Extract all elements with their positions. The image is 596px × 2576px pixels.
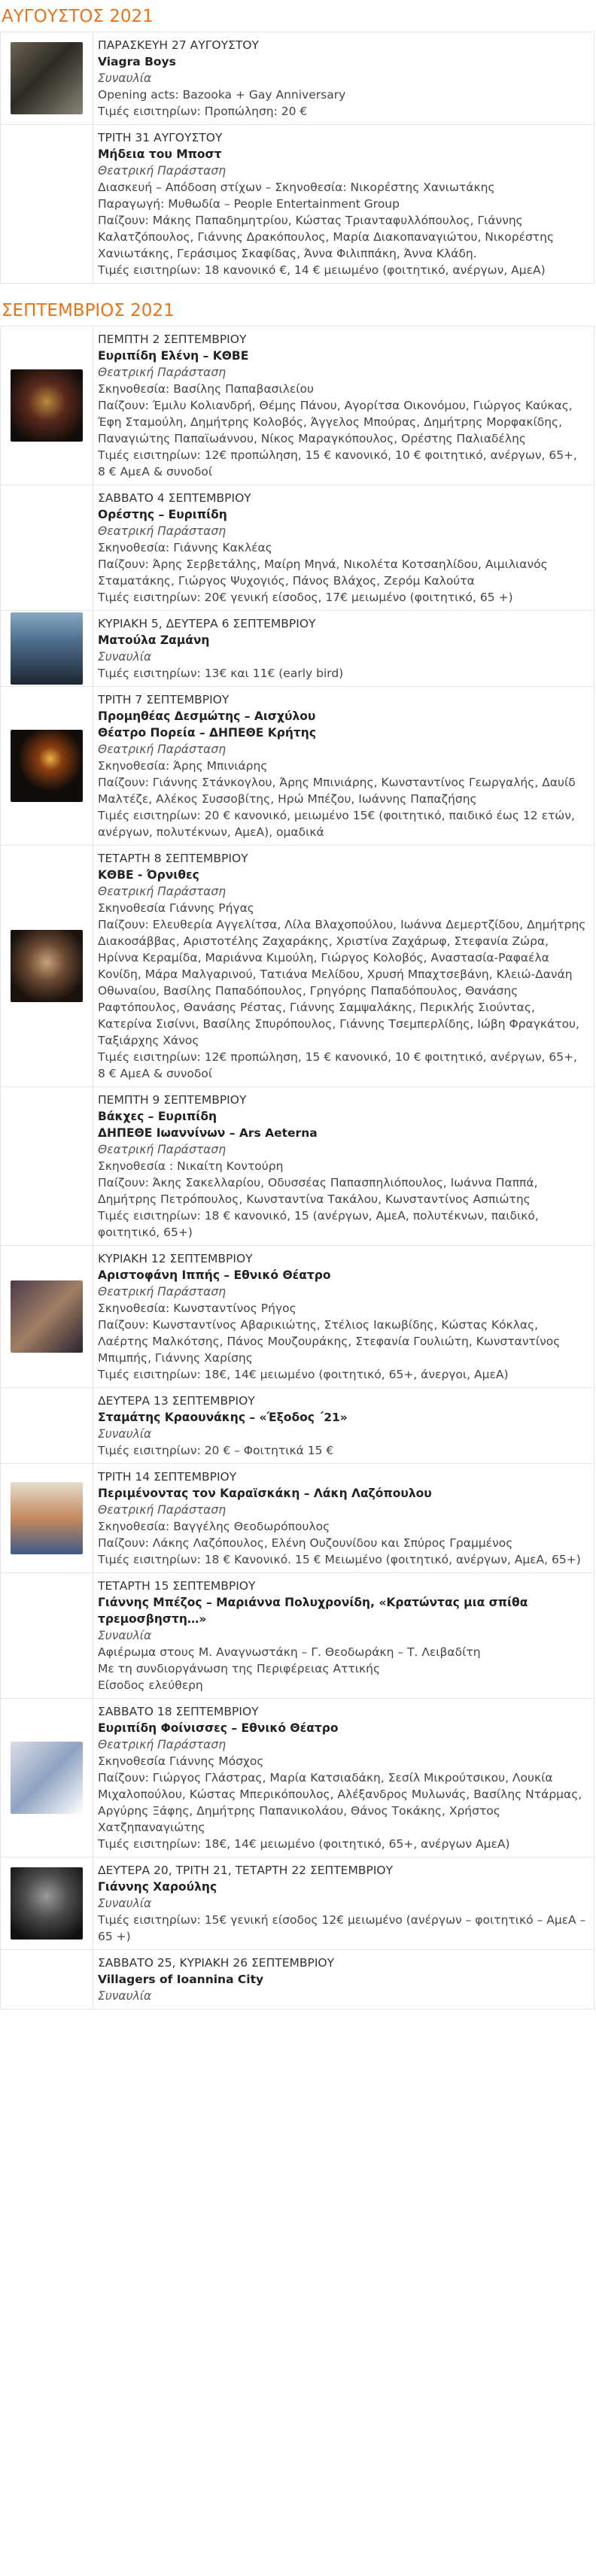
event-date: ΣΑΒΒΑΤΟ 25, ΚΥΡΙΑΚΗ 26 ΣΕΠΤΕΜΒΡΙΟΥ (98, 1956, 335, 1970)
event-thumbnail-cell (1, 1699, 93, 1857)
event-title[interactable]: Προμηθέας Δεσμώτης – Αισχύλου (98, 709, 316, 723)
event-detail-line: Τιμές εισιτηρίων: 18 € κανονικό, 15 (ανέργων, ΑμεΑ, πολυτέκνων, παιδικό, φοιτητικό, 65+) (98, 1209, 539, 1239)
event-title[interactable]: Σταμάτης Κραουνάκης – «Έξοδος ΄21» (98, 1411, 348, 1424)
event-info (93, 1388, 594, 1463)
event-detail-line: Παίζουν: Μάκης Παπαδημητρίου, Κώστας Τριανταφυλλόπουλος, Γιάννης Καλατζόπουλος, Γιάννης Δρακόπουλος, Μαρία Διακοπαναγιώτου, Νικορέστης Χανιωτάκης, Γεράσιμος Σκαφίδας, Άννα Φιλιππάκη, Άννα Κλάδη. (98, 214, 555, 260)
event-row (0, 485, 594, 611)
event-thumbnail[interactable] (11, 1867, 83, 1940)
event-thumbnail-cell (1, 611, 93, 686)
event-list (0, 32, 594, 284)
event-info (93, 32, 594, 124)
event-title[interactable]: Θέατρο Πορεία – ΔΗΠΕΘΕ Κρήτης (98, 726, 317, 740)
event-detail-line: Παίζουν: Λάκης Λαζόπουλος, Ελένη Ουζουνίδου και Σπύρος Γραμμένος (98, 1536, 513, 1550)
event-detail-line: Τιμές εισιτηρίων: Προπώληση: 20 € (98, 105, 308, 118)
event-detail-line: Opening acts: Bazooka + Gay Anniversary (98, 88, 346, 102)
event-date: ΚΥΡΙΑΚΗ 12 ΣΕΠΤΕΜΒΡΙΟΥ (98, 1252, 253, 1265)
event-title[interactable]: Ορέστης – Ευριπίδη (98, 508, 227, 521)
event-date: ΔΕΥΤΕΡΑ 13 ΣΕΠΤΕΜΒΡΙΟΥ (98, 1394, 255, 1408)
event-detail-line: Παίζουν: Κωνσταντίνος Αβαρικιώτης, Στέλιος Ιακωβίδης, Κώστας Κόκλας, Λαέρτης Μαλκότσης, Πάνος Μουζουράκης, Στεφανία Γουλιώτη, Κωνσταντίνος Μπιμπής, Γιάννης Χαρίσης (98, 1318, 561, 1365)
event-detail-line: Αφιέρωμα στους Μ. Αναγνωστάκη – Γ. Θεοδωράκη – Τ. Λειβαδίτη (98, 1645, 481, 1659)
event-row (0, 1699, 594, 1858)
event-row (0, 1858, 594, 1950)
event-category: Συναυλία (98, 1427, 152, 1441)
event-title[interactable]: Μήδεια του Μποστ (98, 147, 222, 161)
event-detail-line: Είσοδος ελεύθερη (98, 1678, 203, 1692)
event-title[interactable]: Viagra Boys (98, 55, 176, 68)
event-date: ΣΑΒΒΑΤΟ 4 ΣΕΠΤΕΜΒΡΙΟΥ (98, 491, 251, 505)
event-thumbnail-cell (1, 1858, 93, 1949)
event-date: ΤΡΙΤΗ 14 ΣΕΠΤΕΜΒΡΙΟΥ (98, 1470, 237, 1484)
event-row (0, 611, 594, 687)
event-list (0, 326, 594, 2009)
event-category: Θεατρική Παράσταση (98, 164, 227, 178)
event-detail-line: Παίζουν: Άκης Σακελλαρίου, Οδυσσέας Παπασπηλιόπουλος, Ιωάννα Παππά, Δημήτρης Πετρόπουλος, Κωνσταντίνα Τακάλου, Κωνσταντίνος Ασπιώτης (98, 1176, 538, 1206)
event-category: Θεατρική Παράσταση (98, 1503, 227, 1517)
event-info (93, 125, 594, 283)
event-detail-line: Παίζουν: Γιάννης Στάνκογλου, Άρης Μπινιάρης, Κωνσταντίνος Γεωργαλής, Δαυίδ Μαλτέζε, Αλέκος Συσσοβίτης, Ηρώ Μπέζου, Ιωάννης Παπαζήσης (98, 776, 576, 806)
event-detail-line: Τιμές εισιτηρίων: 20 € – Φοιτητικά 15 € (98, 1444, 334, 1457)
event-title[interactable]: Ευριπίδη Ελένη – ΚΘΒΕ (98, 349, 249, 363)
event-thumbnail[interactable] (11, 42, 83, 114)
event-detail-line: Σκηνοθεσία Γιάννης Ρήγας (98, 901, 254, 915)
event-category: Συναυλία (98, 71, 152, 85)
event-category: Θεατρική Παράσταση (98, 1143, 227, 1156)
event-title[interactable]: Ματούλα Ζαμάνη (98, 633, 210, 647)
event-detail-line: Παίζουν: Ελευθερία Αγγελίτσα, Λίλα Βλαχοπούλου, Ιωάννα Δεμερτζίδου, Δημήτρης Διακοσάββας, Αριστοτέλης Ζαχαράκης, Χριστίνα Ζαχάρωφ, Στεφανία Ζώρα, Ηρίννα Κεραμίδα, Μαριάννα Κιμούλη, Γιώργος Κολοβός, Αναστασία-Ραφαέλα Κονίδη, Μάρα Μαλγαρινού, Τατιάνα Μελίδου, Χρυσή Μπαχτσεβάνη, Κλειώ-Δανάη Οθωναίου, Βασίλης Παπαδόπουλος, Γρηγόρης Παπαδόπουλος, Θανάσης Ραφτόπουλος, Θανάσης Ρέστας, Γιάννης Σαμψαλάκης, Περικλής Σιούντας, Κατερίνα Σισίννι, Βασίλης Σπυρόπουλος, Γιάννης Τσεμπερλίδης, Ιώβη Φραγκάτου, Ταξιάρχης Χάνος (98, 918, 586, 1047)
event-info (93, 327, 594, 485)
event-info (93, 687, 594, 845)
event-info (93, 611, 594, 686)
event-category: Θεατρική Παράσταση (98, 1285, 227, 1299)
event-date: ΠΕΜΠΤΗ 2 ΣΕΠΤΕΜΒΡΙΟΥ (98, 333, 247, 346)
event-detail-line: Σκηνοθεσία: Βασίλης Παπαβασιλείου (98, 382, 314, 396)
event-category: Συναυλία (98, 650, 152, 664)
event-info (93, 1087, 594, 1245)
event-thumbnail-cell (1, 1464, 93, 1572)
event-title[interactable]: ΚΘΒΕ - Όρνιθες (98, 868, 199, 882)
event-info (93, 1246, 594, 1387)
event-category: Συναυλία (98, 1897, 152, 1910)
event-info (93, 1464, 594, 1572)
event-thumbnail[interactable] (11, 1742, 83, 1814)
event-row (0, 1087, 594, 1246)
event-detail-line: Τιμές εισιτηρίων: 12€ προπώληση, 15 € κανονικό, 10 € φοιτητικό, ανέργων, 65+, 8 € ΑμεΑ & συνοδοί (98, 448, 577, 478)
event-thumbnail[interactable] (11, 612, 83, 685)
event-category: Θεατρική Παράσταση (98, 524, 227, 538)
event-row (0, 125, 594, 284)
section-spacer (0, 284, 596, 294)
event-info (93, 1699, 594, 1857)
month-heading: ΑΥΓΟΥΣΤΟΣ 2021 (2, 7, 154, 26)
event-info (93, 1858, 594, 1949)
event-info (93, 1573, 594, 1698)
event-date: ΚΥΡΙΑΚΗ 5, ΔΕΥΤΕΡΑ 6 ΣΕΠΤΕΜΒΡΙΟΥ (98, 617, 316, 630)
event-row (0, 1573, 594, 1699)
event-thumbnail-cell (1, 687, 93, 845)
event-detail-line: Τιμές εισιτηρίων: 18€, 14€ μειωμένο (φοιτητικό, 65+, άνεργοι, ΑμεΑ) (98, 1368, 509, 1381)
event-row (0, 846, 594, 1087)
event-detail-line: Τιμές εισιτηρίων: 13€ και 11€ (early bird) (98, 667, 344, 680)
event-info (93, 485, 594, 610)
event-row (0, 32, 594, 125)
event-detail-line: Παίζουν: Γιώργος Γλάστρας, Μαρία Κατσιαδάκη, Σεσίλ Μικρούτσικου, Λουκία Μιχαλοπούλου, Κώστας Μπερικόπουλος, Αλέξανδρος Μυλωνάς, Βασίλης Ντάρμας, Αργύρης Ξάφης, Δημήτρης Παπανικολάου, Θάνος Τοκάκης, Χρήστος Χατζηπαναγιώτης (98, 1771, 582, 1834)
event-thumbnail[interactable] (11, 930, 83, 1002)
event-detail-line: Παίζουν: Άρης Σερβετάλης, Μαίρη Μηνά, Νικολέτα Κοτσαηλίδου, Αιμιλιανός Σταματάκης, Γιώργος Ψυχογιός, Πάνος Βλάχος, Ζερόμ Καλούτα (98, 557, 548, 588)
event-title[interactable]: Ευριπίδη Φοίνισσες – Εθνικό Θέατρο (98, 1721, 339, 1735)
event-category: Θεατρική Παράσταση (98, 885, 227, 898)
event-thumbnail-cell (1, 125, 93, 283)
event-title[interactable]: Villagers of Ioannina City (98, 1973, 264, 1986)
event-detail-line: Τιμές εισιτηρίων: 18 € Κανονικό. 15 € Μειωμένο (φοιτητικό, ανέργων, ΑμεΑ, 65+) (98, 1553, 581, 1566)
event-detail-line: Διασκευή – Απόδοση στίχων – Σκηνοθεσία: Νικορέστης Χανιωτάκης (98, 181, 495, 194)
event-detail-line: Τιμές εισιτηρίων: 15€ γενική είσοδος 12€ μειωμένο (ανέργων – φοιτητικό – ΑμεΑ – 65 +) (98, 1913, 586, 1943)
event-category: Θεατρική Παράσταση (98, 366, 227, 379)
event-thumbnail-cell (1, 32, 93, 124)
event-detail-line: Τιμές εισιτηρίων: 20€ γενική είσοδος, 17€ μειωμένο (φοιτητικό, 65 +) (98, 591, 513, 604)
event-detail-line: Σκηνοθεσία: Βαγγέλης Θεοδωρόπουλος (98, 1520, 330, 1533)
event-detail-line: Παραγωγή: Μυθωδία – People Entertainment Group (98, 197, 400, 211)
event-detail-line: Παίζουν: Έμιλυ Κολιανδρή, Θέμης Πάνου, Αγορίτσα Οικονόμου, Γιώργος Καύκας, Έφη Σταμούλη, Δημήτρης Κολοβός, Άγγελος Μπούρας, Δημήτρης Μορφακίδης, Παναγιώτης Παπαϊωάννου, Νίκος Μαραγκόπουλος, Ορέστης Παλιαδέλης (98, 399, 573, 445)
event-title[interactable]: ΔΗΠΕΘΕ Ιωαννίνων – Ars Aeterna (98, 1126, 318, 1140)
event-category: Συναυλία (98, 1989, 152, 2003)
month-heading: ΣΕΠΤΕΜΒΡΙΟΣ 2021 (2, 301, 175, 320)
event-thumbnail-cell (1, 1246, 93, 1387)
event-detail-line: Σκηνοθεσία: Κωνσταντίνος Ρήγος (98, 1302, 296, 1315)
event-category: Θεατρική Παράσταση (98, 1738, 227, 1751)
event-thumbnail-cell (1, 1950, 93, 2009)
event-category: Θεατρική Παράσταση (98, 743, 227, 756)
event-info (93, 1950, 594, 2009)
event-category: Συναυλία (98, 1629, 152, 1642)
event-thumbnail-cell (1, 846, 93, 1086)
event-thumbnail-cell (1, 327, 93, 485)
event-row (0, 687, 594, 846)
event-date: ΠΑΡΑΣΚΕΥΗ 27 ΑΥΓΟΥΣΤΟΥ (98, 38, 259, 52)
event-thumbnail[interactable] (11, 730, 83, 802)
event-row (0, 1246, 594, 1388)
event-detail-line: Σκηνοθεσία : Νικαίτη Κοντούρη (98, 1159, 284, 1173)
event-thumbnail-cell (1, 1573, 93, 1698)
event-info (93, 846, 594, 1086)
event-detail-line: Τιμές εισιτηρίων: 20 € κανονικό, μειωμένο 15€ (φοιτητικό, παιδικό έως 12 ετών, ανέργων, πολυτέκνων, ΑμεΑ), ομαδικά (98, 809, 575, 839)
event-thumbnail[interactable] (11, 1482, 83, 1554)
event-detail-line: Με τη συνδιοργάνωση της Περιφέρειας Αττικής (98, 1662, 381, 1675)
event-title[interactable]: Αριστοφάνη Ιππής – Εθνικό Θέατρο (98, 1268, 331, 1282)
event-thumbnail-cell (1, 485, 93, 610)
event-detail-line: Τιμές εισιτηρίων: 12€ προπώληση, 15 € κανονικό, 10 € φοιτητικό, ανέργων, 65+, 8 € ΑμεΑ & συνοδοί (98, 1050, 577, 1080)
event-thumbnail-cell (1, 1087, 93, 1245)
event-thumbnail[interactable] (11, 1280, 83, 1353)
event-row (0, 1388, 594, 1464)
event-thumbnail-cell (1, 1388, 93, 1463)
event-detail-line: Σκηνοθεσία: Άρης Μπινιάρης (98, 759, 268, 773)
event-detail-line: Τιμές εισιτηρίων: 18 κανονικό €, 14 € μειωμένο (φοιτητικό, ανέργων, ΑμεΑ) (98, 263, 546, 277)
event-detail-line: Τιμές εισιτηρίων: 18€, 14€ μειωμένο (φοιτητικό, 65+, ανέργων ΑμεΑ) (98, 1837, 510, 1851)
event-title[interactable]: Βάκχες – Ευριπίδη (98, 1110, 217, 1123)
event-date: ΤΕΤΑΡΤΗ 15 ΣΕΠΤΕΜΒΡΙΟΥ (98, 1579, 256, 1593)
event-date: ΔΕΥΤΕΡΑ 20, ΤΡΙΤΗ 21, ΤΕΤΑΡΤΗ 22 ΣΕΠΤΕΜΒΡΙΟΥ (98, 1864, 394, 1877)
event-row (0, 327, 594, 485)
event-date: ΤΡΙΤΗ 31 ΑΥΓΟΥΣΤΟΥ (98, 131, 223, 144)
event-thumbnail[interactable] (11, 369, 83, 442)
event-detail-line: Σκηνοθεσία Γιάννης Μόσχος (98, 1754, 264, 1768)
event-title[interactable]: Γιάννης Μπέζος – Μαριάννα Πολυχρονίδη, «Κρατώντας μια σπίθα τρεμοσβηστη…» (98, 1596, 528, 1626)
event-row (0, 1464, 594, 1573)
event-date: ΠΕΜΠΤΗ 9 ΣΕΠΤΕΜΒΡΙΟΥ (98, 1093, 247, 1107)
event-row (0, 1950, 594, 2009)
event-date: ΤΡΙΤΗ 7 ΣΕΠΤΕΜΒΡΙΟΥ (98, 693, 230, 706)
event-date: ΣΑΒΒΑΤΟ 18 ΣΕΠΤΕΜΒΡΙΟΥ (98, 1705, 259, 1718)
event-detail-line: Σκηνοθεσία: Γιάννης Κακλέας (98, 541, 272, 554)
event-title[interactable]: Γιάννης Χαρούλης (98, 1880, 217, 1894)
event-title[interactable]: Περιμένοντας τον Καραϊσκάκη – Λάκη Λαζόπουλου (98, 1487, 432, 1500)
event-date: ΤΕΤΑΡΤΗ 8 ΣΕΠΤΕΜΒΡΙΟΥ (98, 852, 248, 865)
